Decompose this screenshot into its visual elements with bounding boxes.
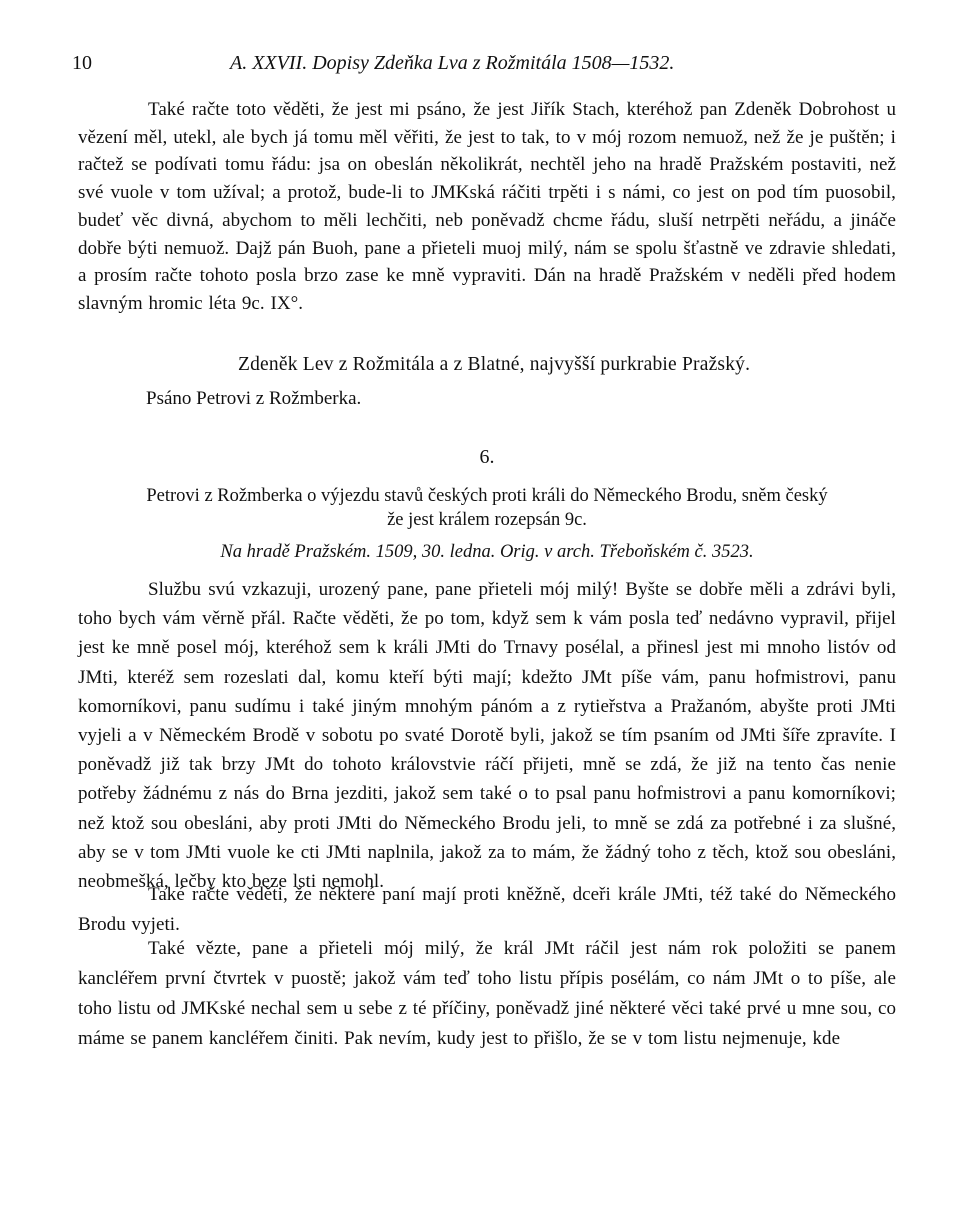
regest-line: Petrovi z Rožmberka o výjezdu stavů českých proti králi do Německého Brodu, sněm český [146, 486, 828, 506]
letter-paragraph: Také vězte, pane a přieteli mój milý, že král JMt ráčil jest nám rok položiti se panem kancléřem první čtvrtek v puostě; jakož vám teď toho listu přípis posélám, co nám JMt o to píše, ale toho listu od JMKské nechal sem u sebe z té příčiny, poněvadž jiné některé věci také prvé u mne sou, co máme se panem kancléřem činiti. Pak nevím, kudy jest to přišlo, že se v tom listu nejmenuje, kde [78, 938, 896, 1049]
document-regest [78, 484, 896, 532]
regest-line: že jest králem rozepsán 9c. [387, 510, 587, 530]
letter-paragraph: Službu svú vzkazuji, urozený pane, pane přieteli mój milý! Byšte se dobře měli a zdrávi byli, toho bych vám věrně přál. Račte věděti, že po tom, když sem k vám posla teď nedávno vypravil, přijel jest ke mně posel mój, kteréhož sem k králi JMti do Trnavy posélal, a přinesl jest mi mnoho listóv od JMti, kteréž sem rozeslati dal, komu kteří býti mají; kdežto JMt píše vám, panu hofmistrovi, panu komorníkovi, panu sudímu i také jiným mnohým pánóm a z rytieřstva a Pražanóm, abyšte proti JMti vyjeli a v Německém Brodě v sobotu po svaté Dorotě byli, jakož se tím psaním od JMti šíře zpravíte. I poněvadž již tak brzy JMt do tohoto královstvie ráčí přijeti, mně se zdá, že již na tento čas nenie potřeby žádnému z nás do Brna jezditi, jakož sem také o to psal panu hofmistrovi a panu komorníkovi; než ktož sou obesláni, aby proti JMti do Německého Brodu jeli, to mně se zdá za potřebné i za slušné, aby se v tom JMti vuole ke cti JMti naplnila, jakož za to mám, že žádný toho z těch, ktož sou obesláni, neobmešká, lečby kto beze lsti nemohl. [78, 579, 896, 893]
running-title: A. XXVII. Dopisy Zdeňka Lva z Rožmitála 1508—1532. [230, 52, 675, 74]
document-page [72, 0, 896, 1208]
letter-body-paragraph: Také račte toto věděti, že jest mi psáno, že jest Jiřík Stach, kteréhož pan Zdeněk Dobrohost u vězení měl, utekl, ale bych já tomu měl věřiti, že jest to tak, to v mój rozom nemuož, než že je puštěn; i račtež se podívati tomu řádu: jsa on obeslán několikrát, nechtěl jeho na hradě Pražském postaviti, než své vuole v tom užíval; a protož, bude-li to JMKská ráčiti trpěti i s námi, co jest on pod tím puosobil, budeť věc divná, abychom to měli lechčiti, neb poněvadž chcme řádu, sluší netrpěti neřádu, a jináče dobře býti nemuož. Dajž pán Buoh, pane a přieteli muoj milý, nám se spolu šťastně ve zdravie shledati, a prosím račte tohoto posla brzo zase ke mně vypraviti. Dán na hradě Pražském v neděli před hodem slavným hromic léta 9c. IX°. [78, 99, 896, 314]
letter-signature: Zdeněk Lev z Rožmitála a z Blatné, najvyšší purkrabie Pražský. [238, 354, 751, 375]
document-number: 6. [479, 446, 495, 468]
running-header [72, 52, 896, 82]
document-dating: Na hradě Pražském. 1509, 30. ledna. Orig. v arch. Třeboňském č. 3523. [220, 542, 754, 562]
letter-paragraph: Také račte věděti, že některé paní mají proti kněžně, dceři krále JMti, též také do Německého Brodu vyjeti. [78, 884, 896, 935]
page-number: 10 [72, 52, 92, 74]
letter-address: Psáno Petrovi z Rožmberka. [146, 388, 362, 409]
